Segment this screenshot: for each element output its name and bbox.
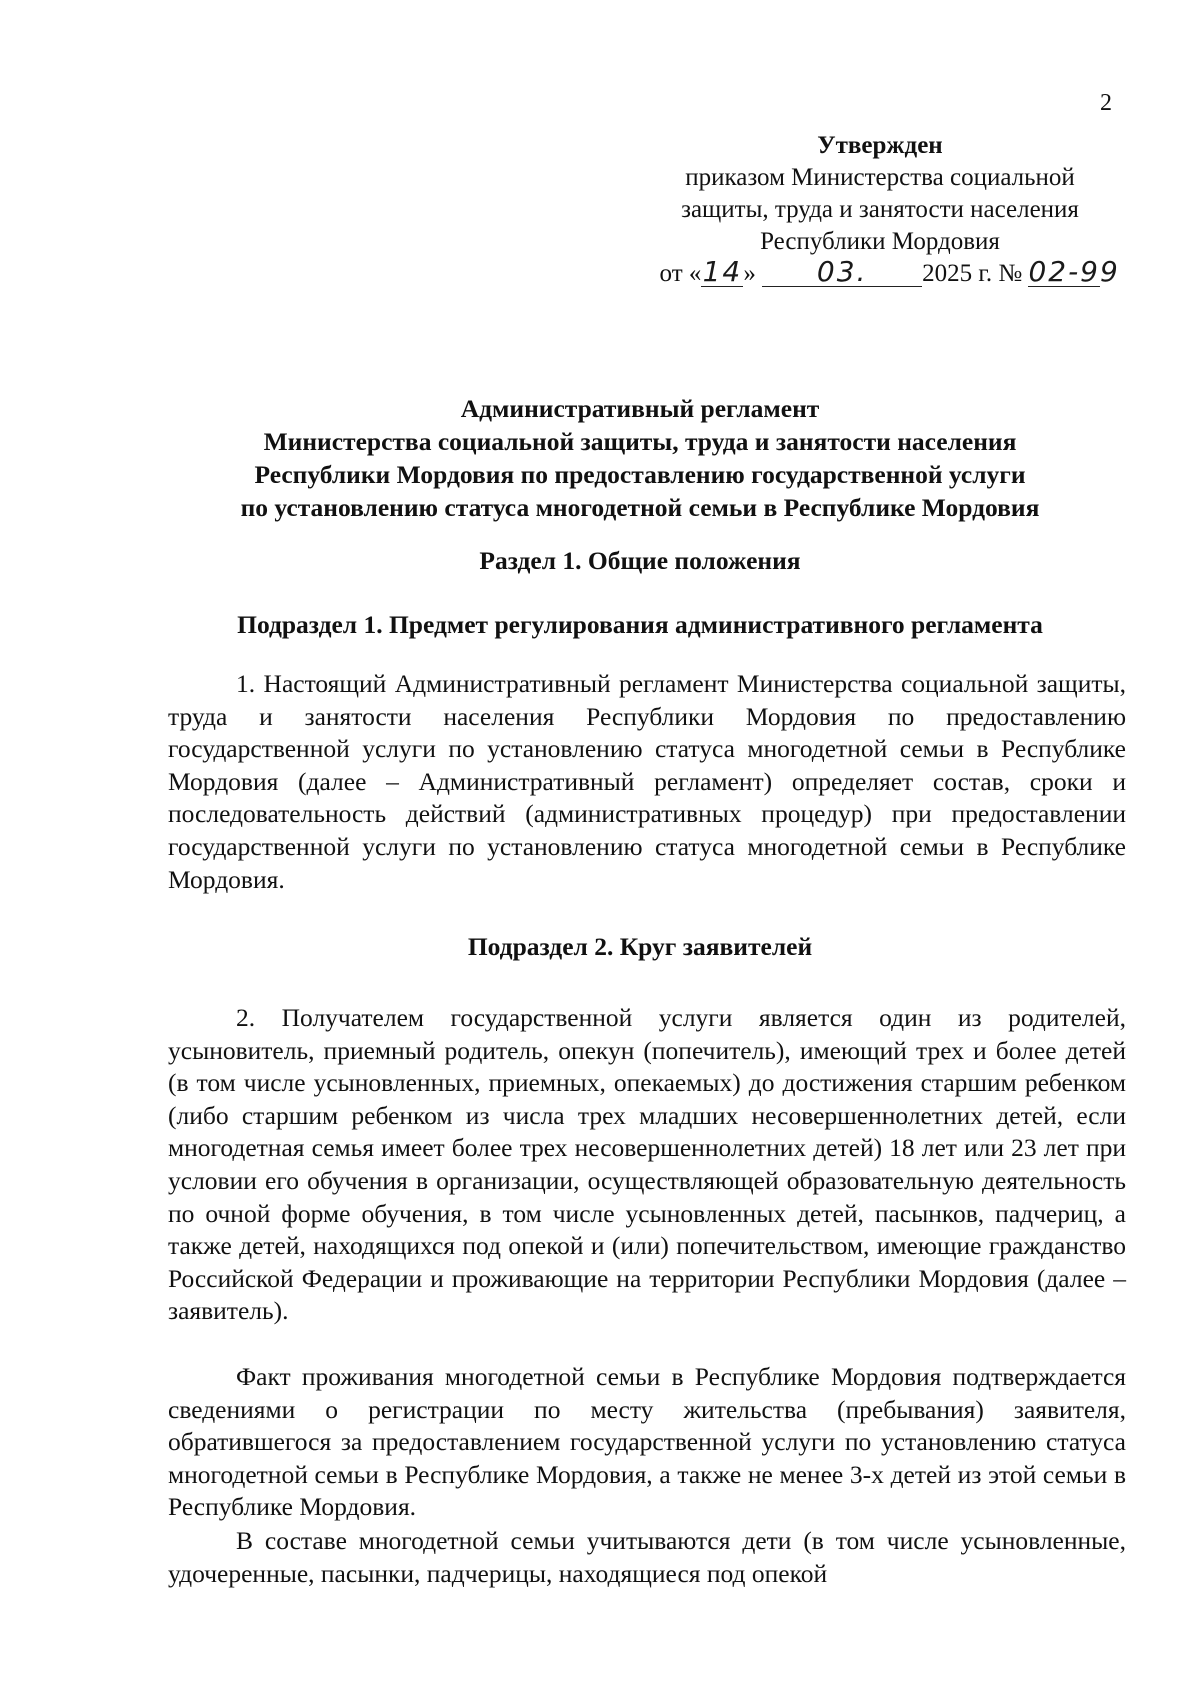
approval-block: [640, 130, 1120, 290]
regulation-title-line-2: Министерства социальной защиты, труда и занятости населения: [263, 427, 1017, 456]
date-year-text: 2025 г. №: [922, 260, 1023, 287]
approval-line-2: защиты, труда и занятости населения: [681, 196, 1079, 223]
paragraph-4: В составе многодетной семьи учитываются дети (в том числе усыновленные, удочеренные, пасынки, падчерицы, находящиеся под опекой: [168, 1526, 1126, 1588]
section-1-heading: Раздел 1. Общие положения: [479, 546, 801, 575]
handwritten-day: 14: [702, 255, 743, 288]
approval-line-1: приказом Министерства социальной: [685, 164, 1075, 191]
subsection-2-heading: Подраздел 2. Круг заявителей: [467, 932, 813, 961]
approval-title: Утвержден: [817, 132, 943, 159]
regulation-title: [150, 392, 1130, 524]
date-mid: »: [743, 260, 756, 287]
handwritten-order-number: 02-99: [1028, 255, 1120, 288]
subsection-1-heading: Подраздел 1. Предмет регулирования административного регламента: [237, 610, 1043, 639]
regulation-title-line-1: Административный регламент: [460, 394, 820, 423]
approval-date-line: [640, 255, 1120, 290]
handwritten-month: 03.: [762, 258, 922, 287]
page-number: 2: [1100, 90, 1112, 116]
paragraph-2: 2. Получателем государственной услуги является один из родителей, усыновитель, приемный родитель, опекун (попечитель), имеющий трех и более детей (в том числе усыновленных, приемных, опекаемых) до достижения старшим ребенком (либо старшим ребенком из числа трех младших несовершеннолетних детей, если многодетная семья имеет более трех несовершеннолетних детей) 18 лет или 23 лет при условии его обучения в организации, осуществляющей образовательную деятельность по очной форме обучения, в том числе усыновленных детей, пасынков, падчериц, а также детей, находящихся под опекой и (или) попечительством, имеющие гражданство Российской Федерации и проживающие на территории Республики Мордовия (далее – заявитель).: [168, 1003, 1126, 1326]
regulation-title-line-3: Республики Мордовия по предоставлению государственной услуги: [254, 460, 1026, 489]
regulation-title-line-4: по установлению статуса многодетной семьи в Республике Мордовия: [240, 493, 1040, 522]
date-prefix: от «: [659, 260, 702, 287]
approval-line-3: Республики Мордовия: [760, 228, 1000, 255]
paragraph-3: Факт проживания многодетной семьи в Республике Мордовия подтверждается сведениями о регистрации по месту жительства (пребывания) заявителя, обратившегося за предоставлением государственной услуги по установлению статуса многодетной семьи в Республике Мордовия, а также не менее 3-х детей из этой семьи в Республике Мордовия.: [168, 1362, 1126, 1522]
paragraph-1: 1. Настоящий Административный регламент Министерства социальной защиты, труда и занятости населения Республики Мордовия по предоставлению государственной услуги по установлению статуса многодетной семьи в Республике Мордовия (далее – Административный регламент) определяет состав, сроки и последовательность действий (административных процедур) при предоставлении государственной услуги по установлению статуса многодетной семьи в Республике Мордовия.: [168, 669, 1126, 894]
